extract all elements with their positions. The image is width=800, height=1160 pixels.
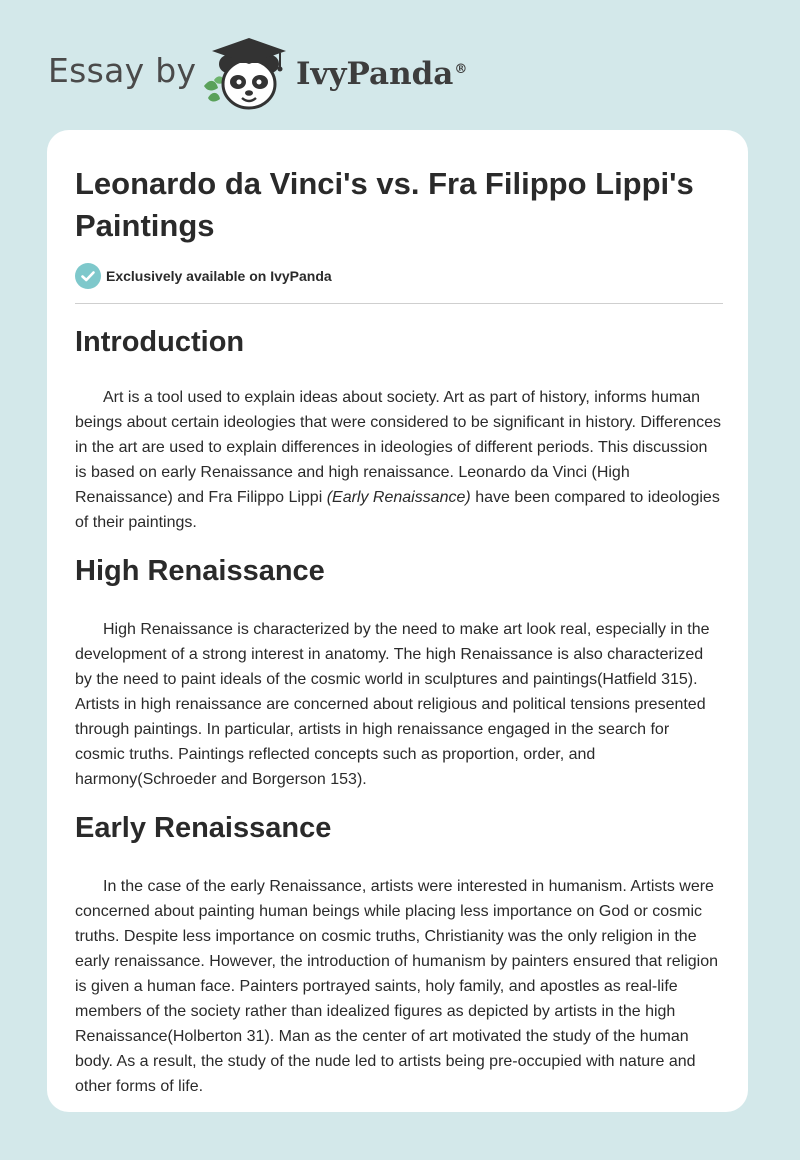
brand-name[interactable] (296, 54, 467, 94)
section-paragraph: High Renaissance is characterized by the need to make art look real, especially in the development of a strong interest in anatomy. The high Renaissance is also characterized by the need to paint ideals of the cosmic world in sculptures and paintings(Hatfield 315). Artists in high renaissance are concerned about religious and political tensions presented through paintings. In particular, artists in high renaissance engaged in the search for cosmic truths. Paintings reflected concepts such as proportion, order, and harmony(Schroeder and Borgerson 153). (75, 621, 710, 788)
exclusive-badge-text: Exclusively available on IvyPanda (106, 268, 332, 284)
section-heading: High Renaissance (75, 555, 325, 587)
check-circle-icon (75, 263, 101, 289)
brand-prefix: Essay by (48, 51, 197, 90)
registered-mark: ® (454, 62, 468, 77)
brand-header (48, 30, 468, 114)
section-high-renaissance (75, 539, 723, 792)
paragraph-emphasis: (Early Renaissance) (326, 489, 471, 506)
section-introduction (75, 310, 723, 535)
brand-name-text: IvyPanda (296, 56, 454, 92)
paragraph-text: have been compared to ideologies of their paintings. (75, 489, 720, 531)
section-paragraph: In the case of the early Renaissance, artists were interested in humanism. Artists were concerned about painting human beings while placing less importance on God or cosmic truths. Despite less importance on cosmic truths, Christianity was the only religion in the early renaissance. However, the introduction of humanism by painters ensured that religion is given a human face. Painters portrayed saints, holy family, and apostles as real-life members of the society rather than idealized figures as depicted by artists in the high Renaissance(Holberton 31). Man as the center of art motivated the study of the human body. As a result, the study of the nude led to artists being pre-occupied with nature and other forms of life. (75, 878, 719, 1095)
title-divider (75, 303, 723, 304)
section-paragraph (75, 385, 723, 535)
article-card (47, 130, 748, 1112)
panda-logo-icon[interactable] (200, 34, 296, 114)
article-body (75, 310, 723, 1103)
section-heading: Early Renaissance (75, 812, 332, 844)
section-early-renaissance (75, 796, 723, 1099)
paragraph-text: Art is a tool used to explain ideas about society. Art as part of history, informs human beings about certain ideologies that were considered to be significant in history. Differences in the art are used to explain differences in ideologies of different periods. This discussion is based on early Renaissance and high renaissance. Leonardo da Vinci (High Renaissance) and Fra Filippo Lippi (75, 389, 722, 506)
section-heading: Introduction (75, 326, 245, 358)
article-title: Leonardo da Vinci's vs. Fra Filippo Lippi's Paintings (75, 166, 694, 243)
exclusive-badge (75, 263, 332, 289)
